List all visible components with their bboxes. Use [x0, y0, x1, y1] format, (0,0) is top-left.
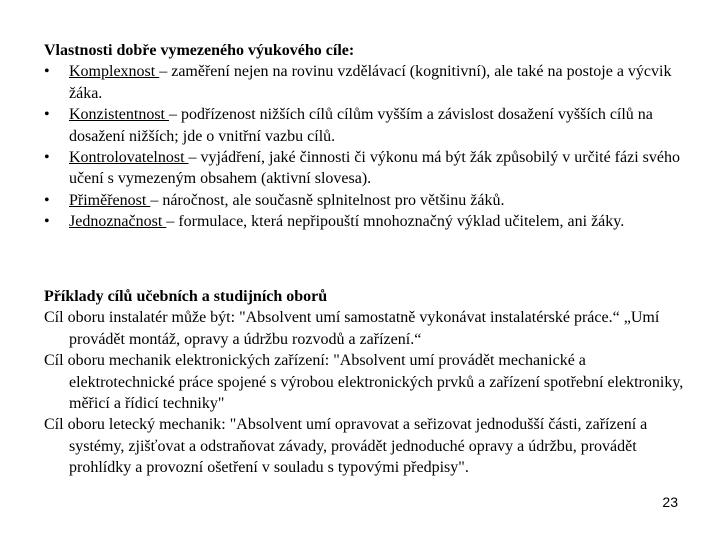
property-description: – formulace, která nepřipouští mnohoznačný výklad učitelem, ani žáky. [166, 213, 625, 231]
property-description: – vyjádření, jaké činnosti či výkonu má být žák způsobilý v určité fázi svého učení s vymezeným obsahem (aktivní slovesa). [69, 149, 680, 188]
property-item-controllability [44, 147, 694, 190]
property-description: – náročnost, ale současně splnitelnost pro většinu žáků. [150, 191, 505, 209]
example-plumber: Cíl oboru instalatér může být: "Absolvent umí samostatně vykonávat instalatérské práce.“ „Umí provádět montáž, opravy a údržbu rozvodů a zařízení.“ [44, 309, 660, 348]
example-aircraft-mechanic: Cíl oboru letecký mechanik: "Absolvent umí opravovat a seřizovat jednodušší části, zařízení a systémy, zjišťovat a odstraňovat závady, provádět jednoduché opravy a údržbu, provádět prohlídky a provozní ošetření v souladu s typovými předpisy". [44, 416, 648, 477]
property-term: Kontrolovatelnost [69, 149, 189, 167]
properties-heading: Vlastnosti dobře vymezeného výukového cíle: [44, 42, 355, 59]
bullet-icon: • [44, 191, 50, 209]
bullet-icon: • [44, 106, 50, 124]
example-electronics-mechanic: Cíl oboru mechanik elektronických zařízení: "Absolvent umí provádět mechanické a elektrotechnické práce spojené s výrobou elektronických prvků a zařízení spotřební elektroniky, měřicí a řídicí techniky" [44, 352, 684, 413]
bullet-icon: • [44, 63, 50, 81]
examples-section [44, 286, 694, 479]
bullet-icon: • [44, 149, 50, 167]
property-item-adequacy [44, 190, 694, 211]
page-number: 23 [662, 494, 678, 510]
properties-list [44, 61, 694, 232]
property-item-unambiguity [44, 211, 694, 232]
property-item-complexity [44, 61, 694, 104]
examples-list [44, 307, 694, 478]
property-term: Jednoznačnost [69, 213, 167, 231]
property-term: Konzistentnost [69, 106, 169, 124]
property-term: Přiměřenost [69, 191, 151, 209]
bullet-icon: • [44, 213, 50, 231]
property-description: – podřízenost nižších cílů cílům vyšším a závislost dosažení vyšších cílů na dosažení nižších; jde o vnitřní vazbu cílů. [69, 106, 653, 145]
property-item-consistency [44, 104, 694, 147]
examples-heading: Příklady cílů učebních a studijních oborů [44, 288, 328, 305]
property-term: Komplexnost [69, 63, 160, 81]
properties-section [44, 40, 694, 233]
property-description: – zaměření nejen na rovinu vzdělávací (kognitivní), ale také na postoje a výcvik žáka. [69, 63, 672, 102]
